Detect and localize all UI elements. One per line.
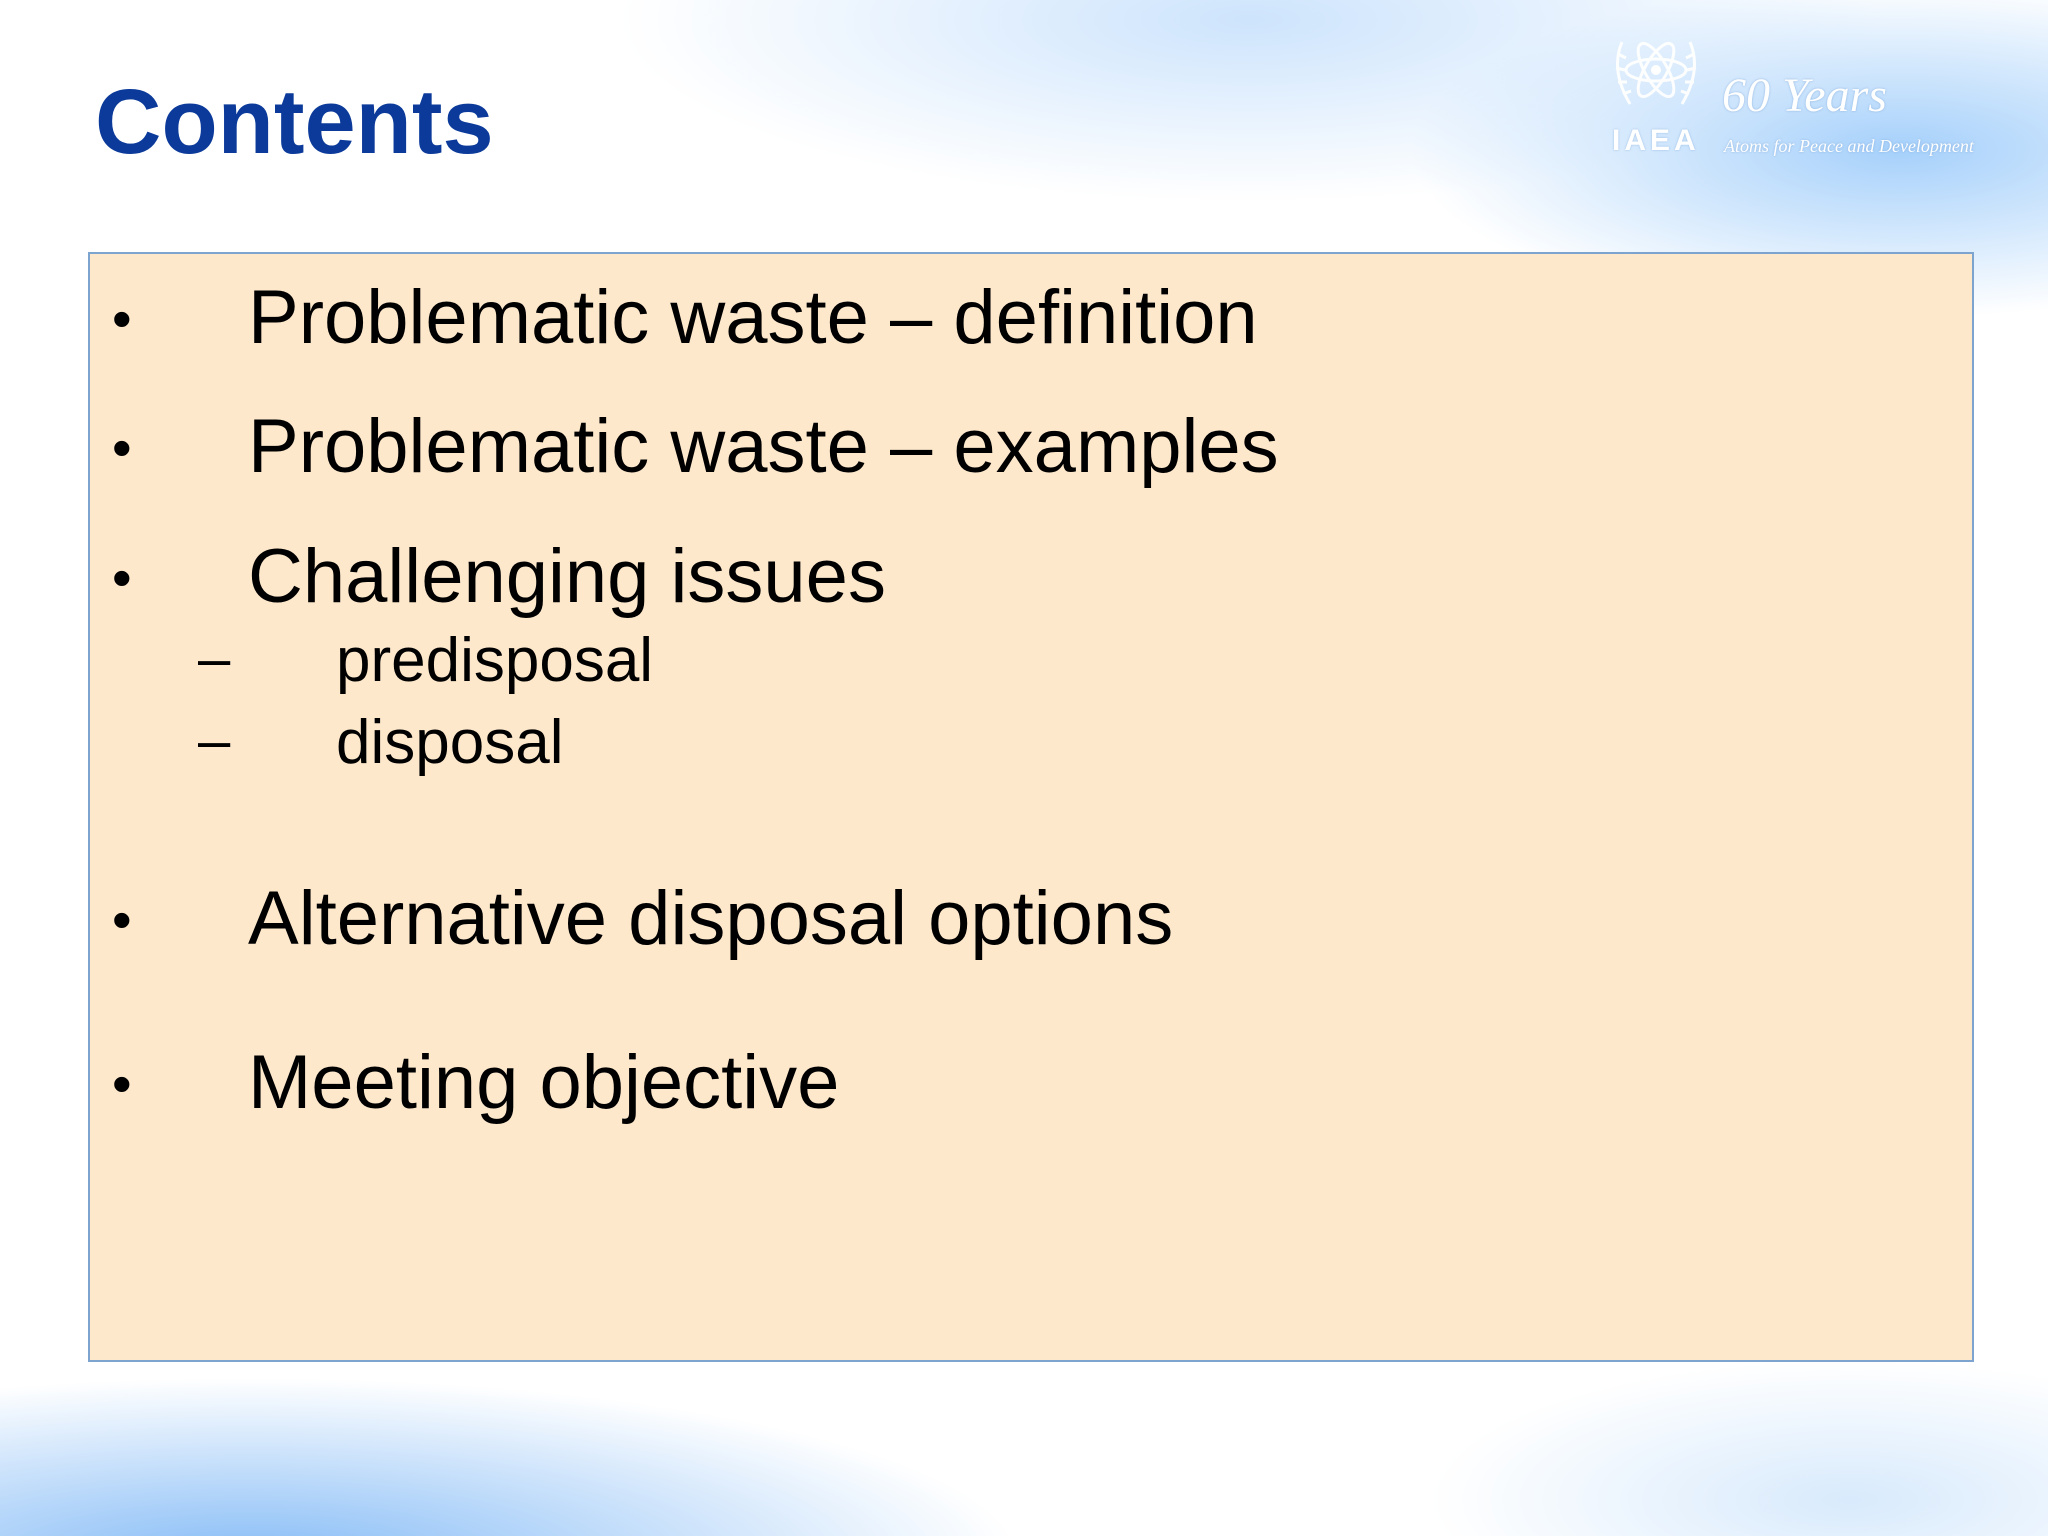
bullet-marker: • — [112, 888, 132, 951]
atom-emblem-icon — [1604, 24, 1708, 124]
bullet-marker: • — [112, 1052, 132, 1115]
sub-list-item-text: disposal — [336, 708, 564, 777]
list-item-text: Problematic waste – examples — [248, 404, 1279, 489]
iaea-60-years-logo — [1600, 24, 2020, 164]
list-item-text: Challenging issues — [248, 534, 886, 619]
bullet-marker: • — [112, 546, 132, 609]
bullet-marker: • — [112, 416, 132, 479]
list-item-text: Alternative disposal options — [248, 876, 1174, 961]
logo-years-label: 60 Years — [1722, 69, 1887, 122]
list-item-text: Meeting objective — [248, 1040, 840, 1125]
dash-marker: – — [198, 708, 231, 773]
dash-marker: – — [198, 626, 231, 691]
list-item-text: Problematic waste – definition — [248, 275, 1258, 360]
sub-list-item-text: predisposal — [336, 626, 654, 695]
slide-title: Contents — [95, 71, 494, 173]
logo-tagline: Atoms for Peace and Development — [1724, 136, 1974, 156]
contents-box — [88, 252, 1974, 1362]
logo-org-label: IAEA — [1612, 124, 1700, 157]
bullet-marker: • — [112, 287, 132, 350]
